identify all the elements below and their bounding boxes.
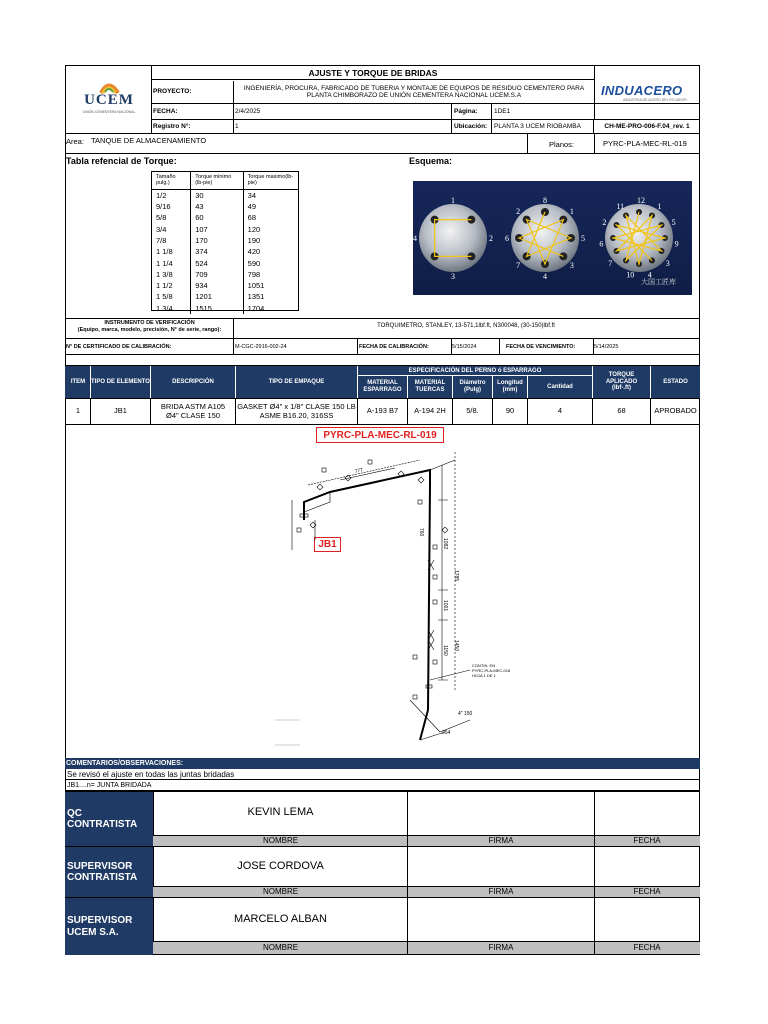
role-supervisor-ucem: SUPERVISOR UCEM S.A. xyxy=(65,898,153,955)
cell-material-esparrago: A-193 B7 xyxy=(358,399,408,424)
planos-value: PYRC-PLA-MEC-RL-019 xyxy=(603,139,687,148)
fecha-vencimiento-value: 5/14/2025 xyxy=(594,344,619,350)
cell-tipo: JB1 xyxy=(91,399,151,424)
bolt-sequence-number: 1 xyxy=(569,207,574,217)
torque-max-cell: 1704 xyxy=(247,303,265,313)
dim-label: 760 xyxy=(418,528,424,537)
fecha-calibracion-value: 5/15/2024 xyxy=(452,344,477,350)
flange-2 xyxy=(505,196,585,281)
esquema-title: Esquema: xyxy=(409,156,453,166)
watermark-text: 大国工匠库 xyxy=(641,279,676,286)
torque-size-cell: 1 5/8 xyxy=(152,291,191,302)
torque-min-cell: 374 xyxy=(191,246,243,257)
role-supervisor-contratista: SUPERVISOR CONTRATISTA xyxy=(65,847,153,897)
firma-label-2: FIRMA xyxy=(488,887,514,896)
bolt-sequence-number: 8 xyxy=(543,196,547,205)
planos-label: Planos: xyxy=(549,140,575,149)
torque-min-cell: 107 xyxy=(191,224,243,235)
cell-material-tuercas: A-194 2H xyxy=(408,399,453,424)
torque-header-max: Torque maximo(lb-pie) xyxy=(243,172,298,189)
dim-label: 1150 xyxy=(442,645,448,656)
comments-line-2: JB1....n= JUNTA BRIDADA xyxy=(65,780,700,791)
torque-table-title: Tabla refencial de Torque: xyxy=(66,156,177,166)
torque-min-cell: 1201 xyxy=(191,291,243,302)
torque-max-cell: 34 xyxy=(247,190,256,200)
col-tipo: TIPO DE ELEMENTO xyxy=(91,366,151,398)
col-descripcion: DESCRIPCIÓN xyxy=(151,366,236,398)
bolt-sequence-number: 4 xyxy=(413,234,417,243)
instrument-label-main: INSTRUMENTO DE VERIFICACIÓN xyxy=(104,320,195,326)
dim-label: 254 xyxy=(442,730,451,736)
torque-table-row xyxy=(152,291,298,302)
cell-estado: APROBADO xyxy=(654,406,697,416)
bolt-sequence-number: 3 xyxy=(665,258,670,268)
torque-table-row xyxy=(152,201,298,212)
torque-min-cell: 934 xyxy=(191,280,243,291)
torque-size-cell: 1 3/8 xyxy=(152,269,191,280)
firma-label-3: FIRMA xyxy=(488,943,514,952)
instrument-label xyxy=(66,320,233,333)
col-cantidad: Cantidad xyxy=(528,376,593,398)
torque-size-cell: 1/2 xyxy=(152,189,191,201)
torque-min-cell: 30 xyxy=(191,189,243,201)
instrument-value: TORQUIMETRO, STANLEY, 13-571,1lbf.ft, N300048, (30-150)lbf.ft xyxy=(377,323,555,329)
bolt-sequence-number: 7 xyxy=(608,258,613,268)
drawing-note: PYRC-PLA-MEC-018 xyxy=(472,668,511,673)
comments-line-1: Se revisó el ajuste en todas las juntas bridadas xyxy=(65,769,700,780)
torque-max-cell: 190 xyxy=(247,235,261,245)
flange-3 xyxy=(599,196,678,279)
torque-table-row xyxy=(152,269,298,280)
isometric-piping-drawing xyxy=(270,440,511,750)
induacero-logo xyxy=(594,66,699,119)
signature-name-2: JOSE CORDOVA xyxy=(237,860,324,872)
flange-tightening-sequence-image xyxy=(413,181,692,295)
torque-size-cell: 1 1/2 xyxy=(152,280,191,291)
area-label: Area: xyxy=(66,137,84,146)
torque-max-cell: 1351 xyxy=(247,292,265,302)
torque-table-row xyxy=(152,257,298,268)
torque-size-cell: 9/16 xyxy=(152,201,191,212)
col-material-tuercas: MATERIAL TUERCAS xyxy=(408,376,453,398)
col-empaque: TIPO DE EMPAQUE xyxy=(236,366,358,398)
nombre-label-1: NOMBRE xyxy=(262,836,299,845)
ucem-logo-sub: UNIÓN CEMENTERA NACIONAL xyxy=(82,110,136,114)
pagina-label: Página: xyxy=(453,104,492,119)
bolt-sequence-number: 5 xyxy=(671,218,676,228)
bolt-sequence-number: 4 xyxy=(647,270,652,280)
torque-table-row xyxy=(152,224,298,235)
col-diametro: Diámetro (Pulg) xyxy=(453,376,493,398)
nombre-label-2: NOMBRE xyxy=(262,887,299,896)
dim-label: 4" 150 xyxy=(458,711,473,717)
joint-label-jb1: JB1 xyxy=(314,537,341,552)
ubicacion-value: PLANTA 3 UCEM RIOBAMBA xyxy=(493,120,594,134)
torque-table-row xyxy=(152,303,298,314)
registro-value: 1 xyxy=(235,120,452,134)
flange-diagram xyxy=(413,181,692,295)
dim-label: 1001 xyxy=(442,600,448,612)
torque-max-cell: 798 xyxy=(247,269,261,279)
cell-longitud: 90 xyxy=(493,399,528,424)
fecha-label-1: FECHA xyxy=(633,836,661,845)
torque-header-min: Torque minimo (lb-pie) xyxy=(191,172,243,189)
col-estado: ESTADO xyxy=(651,366,700,398)
drawing-note: CONTIN. EN xyxy=(472,663,496,668)
bolt-sequence-number: 7 xyxy=(516,260,521,270)
torque-table-row xyxy=(152,189,298,201)
torque-min-cell: 524 xyxy=(191,257,243,268)
bolt-sequence-number: 3 xyxy=(451,272,455,281)
ucem-logo xyxy=(66,66,152,133)
torque-min-cell: 60 xyxy=(191,212,243,223)
torque-header-size: Tamaño pulg.) xyxy=(152,172,191,189)
dim-label: 1785 xyxy=(453,570,459,582)
bolt-sequence-number: 3 xyxy=(569,260,574,270)
bolt-sequence-number: 12 xyxy=(637,196,645,205)
area-value: TANQUE DE ALMACENAMIENTO xyxy=(91,136,207,145)
bolt-sequence-number: 1 xyxy=(657,202,662,212)
role-qc-contratista: QC CONTRATISTA xyxy=(65,792,153,846)
proyecto-label: PROYECTO: xyxy=(152,81,234,103)
dim-label: 1450 xyxy=(453,640,459,652)
col-material-esparrago: MATERIAL ESPARRAGO xyxy=(358,376,408,398)
col-perno-group: ESPECIFICACIÓN DEL PERNO ó ESPARRAGO xyxy=(358,366,593,376)
cell-descripcion: BRIDA ASTM A105 Ø4" CLASE 150 xyxy=(151,399,236,424)
torque-table-row xyxy=(152,212,298,223)
bolt-sequence-number: 2 xyxy=(516,207,521,217)
firma-label-1: FIRMA xyxy=(488,836,514,845)
registro-label: Registro N°: xyxy=(152,120,234,134)
bolt-sequence-number: 6 xyxy=(505,234,509,243)
cell-item: 1 xyxy=(66,399,91,424)
induacero-logo-text: INDUACERO xyxy=(601,83,683,98)
torque-min-cell: 1515 xyxy=(191,303,243,314)
torque-size-cell: 1 3/4 xyxy=(152,303,191,314)
torque-min-cell: 709 xyxy=(191,269,243,280)
bolt-sequence-number: 2 xyxy=(489,234,493,243)
document-title: AJUSTE Y TORQUE DE BRIDAS xyxy=(152,66,594,80)
cert-value: M-CGC-2916-002-24 xyxy=(235,344,287,350)
torque-max-cell: 1051 xyxy=(247,281,265,291)
comments-title: COMENTARIOS/OBSERVACIONES: xyxy=(65,758,700,769)
cert-label: N° DE CERTIFICADO DE CALIBRACIÓN: xyxy=(66,344,172,350)
instrument-label-sub: (Equipo, marca, modelo, precisión, N° de serie, rango): xyxy=(77,326,222,333)
fecha-label-3: FECHA xyxy=(633,943,661,952)
bolt-sequence-number: 9 xyxy=(674,239,679,249)
signature-name-1: KEVIN LEMA xyxy=(247,806,314,818)
plan-label: PYRC-PLA-MEC-RL-019 xyxy=(316,427,444,443)
torque-min-cell: 43 xyxy=(191,201,243,212)
fecha-vencimiento-label: FECHA DE VENCIMIENTO: xyxy=(506,344,576,350)
ucem-logo-text: UCEM xyxy=(84,92,134,108)
signature-name-3: MARCELO ALBAN xyxy=(234,913,327,925)
torque-table-row xyxy=(152,280,298,291)
dim-label: 777 xyxy=(354,467,364,475)
proyecto-value: INGENIERÍA, PROCURA, FABRICADO DE TUBERIA Y MONTAJE DE EQUIPOS DE RESIDUO CEMENTERO PARA PLANTA CHIMBORAZO DE UNIÓN CEMENTERA NACIONAL UCEM.S.A xyxy=(243,84,585,99)
col-torque: TORQUE APLICADO (lbf-.ft) xyxy=(593,366,651,398)
drawing-note: HOJA 1 DE 1 xyxy=(472,673,496,678)
torque-max-cell: 420 xyxy=(247,247,261,257)
torque-size-cell: 1 1/8 xyxy=(152,246,191,257)
bolt-sequence-number: 10 xyxy=(626,270,635,280)
bolt-sequence-number: 4 xyxy=(543,272,547,281)
bolt-sequence-number: 1 xyxy=(451,196,455,205)
fecha-label-2: FECHA xyxy=(633,887,661,896)
torque-max-cell: 120 xyxy=(247,224,261,234)
dim-label: 1082 xyxy=(442,538,448,550)
bolt-sequence-number: 2 xyxy=(602,218,607,228)
bolt-sequence-number: 11 xyxy=(616,202,625,212)
cell-torque: 68 xyxy=(593,399,651,424)
nombre-label-3: NOMBRE xyxy=(262,943,299,952)
document-code: CH-ME-PRO-006-F.04_rev. 1 xyxy=(604,123,690,131)
torque-table-row xyxy=(152,246,298,257)
cell-cantidad: 4 xyxy=(528,399,593,424)
cell-diametro: 5/8. xyxy=(453,399,493,424)
fecha-calibracion-label: FECHA DE CALIBRACIÓN: xyxy=(359,344,429,350)
fecha-label: FECHA: xyxy=(152,104,234,119)
col-item: ITEM xyxy=(66,366,91,398)
torque-size-cell: 5/8 xyxy=(152,212,191,223)
torque-max-cell: 68 xyxy=(247,213,256,223)
pagina-value: 1DE1 xyxy=(494,107,511,115)
torque-size-cell: 3/4 xyxy=(152,224,191,235)
cell-empaque: GASKET Ø4" x 1/8" CLASE 150 LB ASME B16.20, 316SS xyxy=(236,399,358,424)
torque-size-cell: 7/8 xyxy=(152,235,191,246)
torque-table xyxy=(151,171,299,311)
torque-min-cell: 170 xyxy=(191,235,243,246)
col-longitud: Longitud (mm) xyxy=(493,376,528,398)
bolt-sequence-number: 6 xyxy=(599,239,604,249)
bolt-sequence-number: 5 xyxy=(581,234,585,243)
torque-max-cell: 590 xyxy=(247,258,261,268)
torque-max-cell: 49 xyxy=(247,202,256,212)
induacero-logo-sub: INDUSTRIA DE ACERO DEL ECUADOR xyxy=(623,98,687,102)
ubicacion-label: Ubicación: xyxy=(453,120,492,134)
torque-table-row xyxy=(152,235,298,246)
fecha-value: 2/4/2025 xyxy=(235,104,452,119)
flange-1 xyxy=(413,196,493,281)
torque-size-cell: 1 1/4 xyxy=(152,257,191,268)
